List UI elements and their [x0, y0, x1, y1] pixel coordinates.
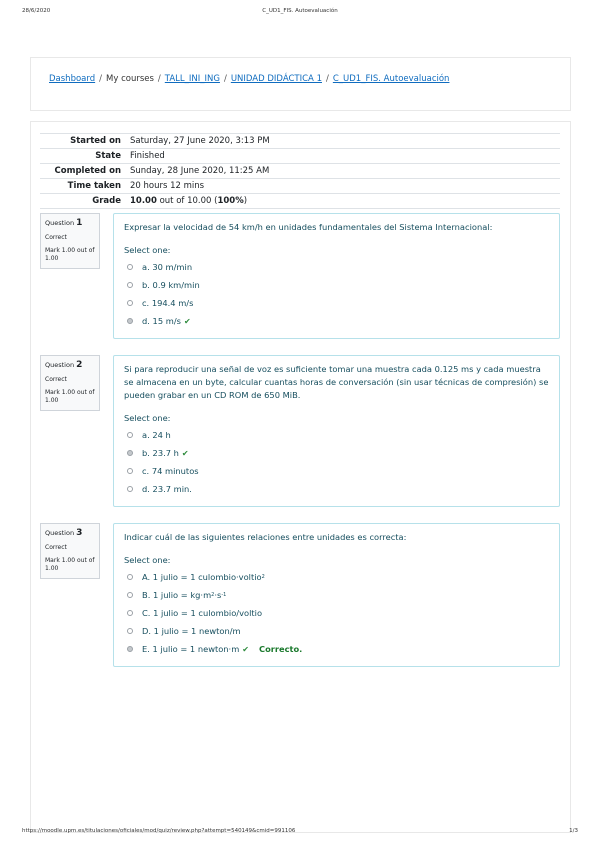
question-label: Question [45, 219, 75, 227]
answer-label-cont: ·s [214, 590, 222, 600]
answer-label: B. 1 julio = kg·m [142, 590, 212, 600]
print-header [22, 8, 578, 18]
question-text: Si para reproducir una señal de voz es suficiente tomar una muestra cada 0.125 ms y cada muestra se almacena en un byte, calcular cuantas horas de conversación (sin usar técnicas de compresión) se pueden grabar en un CD ROM de 650 MiB. [124, 364, 549, 400]
question-num: 2 [76, 360, 83, 370]
summary-value: Finished [126, 149, 560, 164]
breadcrumb-course-link[interactable]: TALL_INI_ING [164, 74, 220, 84]
summary-value [126, 194, 560, 209]
summary-row-grade [40, 194, 560, 209]
question-text: Expresar la velocidad de 54 km/h en unidades fundamentales del Sistema Internacional: [124, 222, 493, 232]
answer-option [124, 622, 549, 640]
grade-percent: 100% [217, 196, 244, 206]
attempt-summary-table [40, 133, 560, 209]
answer-label: b. 0.9 km/min [142, 280, 200, 290]
question-num: 3 [76, 528, 83, 538]
summary-key: Grade [40, 194, 126, 209]
question-text: Indicar cuál de las siguientes relaciones entre unidades es correcta: [124, 532, 407, 542]
summary-row-completed [40, 164, 560, 179]
radio-icon[interactable] [127, 300, 133, 306]
summary-value: 20 hours 12 mins [126, 179, 560, 194]
question-info-2 [40, 355, 100, 411]
select-one-prompt: Select one: [124, 413, 171, 423]
breadcrumb-separator: / [99, 74, 102, 84]
grade-out-of: out of 10.00 ( [156, 196, 218, 206]
summary-value: Saturday, 27 June 2020, 3:13 PM [126, 134, 560, 149]
question-content-2 [113, 355, 560, 507]
print-date: 28/6/2020 [22, 8, 51, 14]
radio-icon[interactable] [127, 574, 133, 580]
summary-key: Time taken [40, 179, 126, 194]
print-page-number: 1/3 [569, 828, 578, 834]
breadcrumb-container [30, 57, 571, 111]
answer-label: E. 1 julio = 1 newton·m [142, 644, 240, 654]
summary-key: Completed on [40, 164, 126, 179]
question-content-1 [113, 213, 560, 339]
question-number [45, 360, 95, 370]
summary-row-time [40, 179, 560, 194]
breadcrumb-dashboard-link[interactable]: Dashboard [49, 74, 96, 84]
answer-label: D. 1 julio = 1 newton/m [142, 626, 241, 636]
question-number [45, 218, 95, 228]
answer-option [124, 258, 549, 276]
check-icon: ✔ [183, 316, 191, 326]
question-num: 1 [76, 218, 83, 228]
print-footer [22, 828, 578, 838]
radio-icon[interactable] [127, 264, 133, 270]
answer-label: d. 23.7 min. [142, 484, 192, 494]
summary-key: State [40, 149, 126, 164]
answer-option [124, 276, 549, 294]
breadcrumb-separator: / [223, 74, 227, 84]
question-mark: Mark 1.00 out of 1.00 [45, 247, 95, 262]
radio-icon[interactable] [127, 486, 133, 492]
answer-label: a. 30 m/min [142, 262, 193, 272]
question-state: Correct [45, 234, 67, 241]
print-url: https://moodle.upm.es/titulaciones/oficiales/mod/quiz/review.php?attempt=540149&cmid=991106 [22, 828, 296, 834]
answer-option [124, 462, 549, 480]
answer-label: b. 23.7 h [142, 448, 179, 458]
answer-option [124, 480, 549, 498]
answer-option-selected [124, 640, 549, 658]
summary-value: Sunday, 28 June 2020, 11:25 AM [126, 164, 560, 179]
radio-icon[interactable] [127, 282, 133, 288]
print-title: C_UD1_FIS. Autoevaluación [262, 8, 338, 14]
answer-label: c. 74 minutos [142, 466, 199, 476]
question-number [45, 528, 95, 538]
answer-label: d. 15 m/s [142, 316, 181, 326]
breadcrumb-my-courses: My courses [106, 74, 154, 84]
answer-label: C. 1 julio = 1 culombio/voltio [142, 608, 263, 618]
question-label: Question [45, 361, 75, 369]
breadcrumb-quiz-link[interactable]: C_UD1_FIS. Autoevaluación [332, 74, 450, 84]
radio-icon[interactable] [127, 610, 133, 616]
summary-key: Started on [40, 134, 126, 149]
question-label: Question [45, 529, 75, 537]
answer-option [124, 426, 549, 444]
question-mark: Mark 1.00 out of 1.00 [45, 389, 95, 404]
answer-label: c. 194.4 m/s [142, 298, 194, 308]
answer-option-selected [124, 312, 549, 330]
radio-icon[interactable] [127, 432, 133, 438]
grade-score: 10.00 [130, 196, 157, 206]
grade-close: ) [243, 196, 248, 206]
superscript: 2 [211, 592, 215, 598]
radio-icon[interactable] [127, 628, 133, 634]
radio-selected-icon[interactable] [127, 646, 133, 652]
answer-option [124, 604, 549, 622]
select-one-prompt: Select one: [124, 555, 171, 565]
answer-option-selected [124, 444, 549, 462]
superscript: 2 [261, 574, 265, 580]
breadcrumb [49, 74, 449, 84]
radio-icon[interactable] [127, 468, 133, 474]
summary-row-state [40, 149, 560, 164]
radio-selected-icon[interactable] [127, 318, 133, 324]
answer-option [124, 568, 549, 586]
breadcrumb-unit-link[interactable]: UNIDAD DIDÁCTICA 1 [230, 74, 322, 84]
answer-option [124, 294, 549, 312]
check-icon: ✔ [242, 644, 249, 654]
summary-row-started [40, 134, 560, 149]
question-state: Correct [45, 544, 67, 551]
answer-label: A. 1 julio = 1 culombio·voltio [142, 572, 262, 582]
check-icon: ✔ [181, 448, 189, 458]
answer-feedback: Correcto. [259, 644, 303, 654]
answer-option [124, 586, 549, 604]
question-info-1 [40, 213, 100, 269]
question-mark: Mark 1.00 out of 1.00 [45, 557, 95, 572]
superscript: -1 [221, 592, 227, 598]
radio-selected-icon[interactable] [127, 450, 133, 456]
question-content-3 [113, 523, 560, 667]
select-one-prompt: Select one: [124, 245, 171, 255]
breadcrumb-separator: / [157, 74, 161, 84]
answer-label: a. 24 h [142, 430, 171, 440]
question-state: Correct [45, 376, 67, 383]
radio-icon[interactable] [127, 592, 133, 598]
breadcrumb-separator: / [325, 74, 329, 84]
question-info-3 [40, 523, 100, 579]
